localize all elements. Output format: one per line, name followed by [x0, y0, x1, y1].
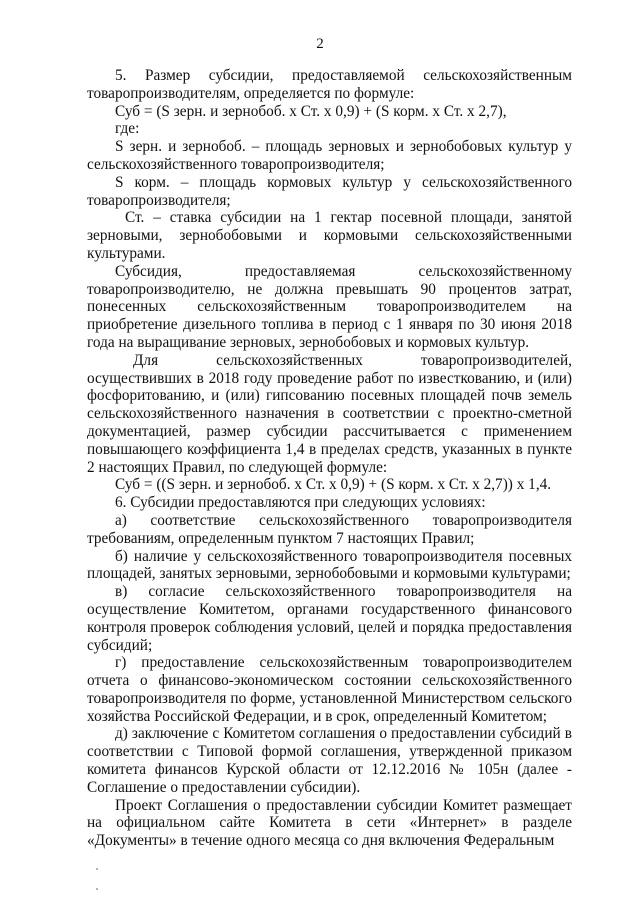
paragraph-subsidy-limit: Субсидия, предоставляемая сельскохозяйственному товаропроизводителю, не должна превышать 90 процентов затрат, понесенных сельскохозяйственным товаропроизводителем на приобретение дизельного топлива в период с 1 января по 30 июня 2018 года на выращивание зерновых, зернобобовых и кормовых культур. — [87, 262, 572, 351]
paragraph-agreement-draft: Проект Соглашения о предоставлении субсидии Комитет размещает на официальном сайте Комитета в сети «Интернет» в разделе «Документы» в течение одного месяца со дня включения Федеральным — [87, 796, 572, 850]
definition-grain-area: S зерн. и зернобоб. – площадь зерновых и зернобобовых культур у сельскохозяйственного товаропроизводителя; — [87, 138, 572, 173]
document-body — [87, 67, 572, 850]
condition-c: в) согласие сельскохозяйственного товаропроизводителя на осуществление Комитетом, органами государственного финансового контроля проверок соблюдения условий, целей и порядка предоставления субсидий; — [87, 583, 572, 654]
formula-subsidy-increased: Суб = ((S зерн. и зернобоб. х Ст. х 0,9) + (S корм. х Ст. х 2,7)) х 1,4. — [115, 476, 552, 494]
paragraph-conditions-heading: 6. Субсидии предоставляются при следующих условиях: — [115, 494, 486, 512]
paragraph-subsidy-size: 5. Размер субсидии, предоставляемой сельскохозяйственным товаропроизводителям, определяется по формуле: — [87, 67, 572, 102]
scan-speck — [96, 868, 98, 870]
condition-a: а) соответствие сельскохозяйственного товаропроизводителя требованиям, определенным пунктом 7 настоящих Правил; — [87, 511, 572, 547]
definition-rate: Ст. – ставка субсидии на 1 гектар посевной площади, занятой зерновыми, зернобобовыми и кормовыми сельскохозяйственными культурами. — [87, 209, 572, 262]
formula-where-label: где: — [115, 120, 140, 138]
condition-d: г) предоставление сельскохозяйственным товаропроизводителем отчета о финансово-экономическом состоянии сельскохозяйственного товаропроизводителя по форме, установленной Министерством сельского хозяйства Российской Федерации, и в срок, определенный Комитетом; — [87, 654, 572, 725]
paragraph-liming-coefficient: Для сельскохозяйственных товаропроизводителей, осуществивших в 2018 году проведение работ по известкованию, и (или) фосфоритованию, и (или) гипсованию посевных площадей почв земель сельскохозяйственного назначения в соответствии с проектно-сметной документацией, размер субсидии рассчитывается с применением повышающего коэффициента 1,4 в пределах средств, указанных в пункте 2 настоящих Правил, по следующей формуле: — [87, 351, 572, 476]
page-number: 2 — [316, 36, 324, 52]
formula-subsidy: Суб = (S зерн. и зернобоб. х Ст. х 0,9) + (S корм. х Ст. х 2,7), — [115, 102, 507, 120]
condition-e: д) заключение с Комитетом соглашения о предоставлении субсидий в соответствии с Типовой формой соглашения, утвержденной приказом комитета финансов Курской области от 12.12.2016 № 105н (далее - Соглашение о предоставлении субсидии). — [87, 725, 572, 796]
definition-fodder-area: S корм. – площадь кормовых культур у сельскохозяйственного товаропроизводителя; — [87, 173, 572, 209]
scan-speck — [96, 888, 98, 890]
condition-b: б) наличие у сельскохозяйственного товаропроизводителя посевных площадей, занятых зерновыми, зернобобовыми и кормовыми культурами; — [87, 547, 572, 583]
